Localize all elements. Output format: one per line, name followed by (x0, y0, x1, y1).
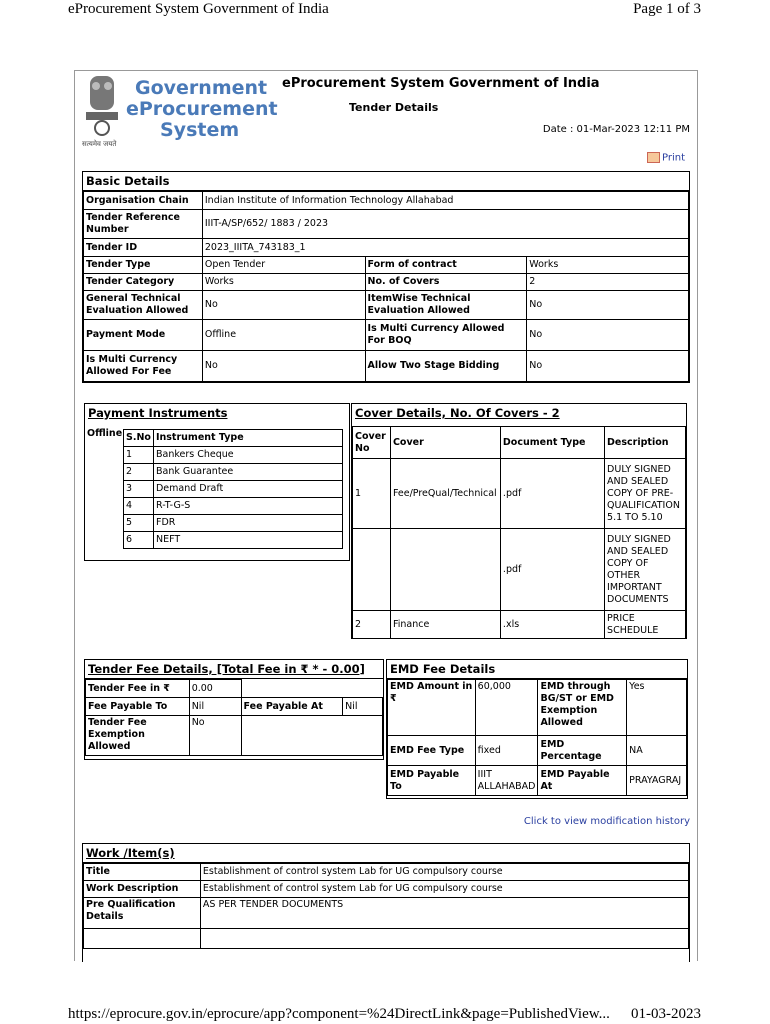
work-desc-value: Establishment of control system Lab for UG compulsory course (200, 881, 688, 898)
instrument-cell: Bank Guarantee (153, 464, 342, 481)
sno-cell: 3 (124, 481, 154, 498)
emd-percentage-label: EMD Percentage (538, 736, 627, 766)
sno-header: S.No (124, 430, 154, 447)
print-label: Print (661, 152, 685, 164)
emd-fee-section (386, 659, 688, 799)
tender-fee-title: Tender Fee Details, [Total Fee in ₹ * - 0.00] (85, 660, 383, 679)
emd-fee-table (387, 679, 687, 796)
cover-no-cell: 1 (353, 459, 391, 529)
printer-icon (647, 152, 660, 163)
table-row (124, 532, 343, 549)
emd-payable-at-label: EMD Payable At (538, 766, 627, 796)
org-chain-label: Organisation Chain (84, 192, 203, 210)
tender-type-label: Tender Type (84, 257, 203, 274)
instrument-cell: Bankers Cheque (153, 447, 342, 464)
instrument-cell: NEFT (153, 532, 342, 549)
doc-type-cell: .xls (500, 611, 604, 639)
payment-instruments-title: Payment Instruments (88, 406, 228, 420)
no-of-covers-value: 2 (527, 274, 689, 291)
description-cell: DULY SIGNED AND SEALED COPY OF OTHER IMPORTANT DOCUMENTS (605, 529, 686, 611)
cover-details-section (351, 403, 687, 639)
modification-history-link[interactable]: Click to view modification history (523, 816, 690, 827)
page-number: Page 1 of 3 (633, 1, 701, 17)
tender-ref-value: IIIT-A/SP/652/ 1883 / 2023 (202, 210, 688, 239)
gte-value: No (202, 291, 365, 320)
tender-ref-label: Tender Reference Number (84, 210, 203, 239)
cover-cell: Fee/PreQual/Technical (390, 459, 500, 529)
no-of-covers-label: No. of Covers (365, 274, 527, 291)
tender-fee-label: Tender Fee in ₹ (86, 680, 190, 698)
emd-payable-to-value: IIIT ALLAHABAD (475, 766, 538, 796)
basic-details-title: Basic Details (83, 172, 689, 191)
logo-line-system: System (160, 119, 240, 141)
fee-exemption-value: No (189, 716, 241, 756)
prequal-label: Pre Qualification Details (84, 898, 201, 929)
logo-line-eprocurement: eProcurement (126, 98, 278, 120)
cover-details-table (352, 426, 686, 639)
work-desc-label: Work Description (84, 881, 201, 898)
multi-boq-value: No (527, 320, 689, 351)
tender-id-value: 2023_IIITA_743183_1 (202, 239, 688, 257)
work-items-table (83, 863, 689, 949)
basic-details-section (82, 171, 690, 383)
payment-mode-label: Payment Mode (84, 320, 203, 351)
instrument-type-header: Instrument Type (153, 430, 342, 447)
instruments-table (123, 429, 343, 549)
table-row (124, 481, 343, 498)
tender-fee-section (84, 659, 384, 760)
doc-type-header: Document Type (500, 427, 604, 459)
table-row (124, 464, 343, 481)
instrument-cell: FDR (153, 515, 342, 532)
fee-payable-at-label: Fee Payable At (241, 698, 343, 716)
two-stage-label: Allow Two Stage Bidding (365, 351, 527, 382)
org-chain-value: Indian Institute of Information Technology Allahabad (202, 192, 688, 210)
work-items-title: Work /Item(s) (83, 844, 689, 863)
instrument-cell: R-T-G-S (153, 498, 342, 515)
itemwise-label: ItemWise Technical Evaluation Allowed (365, 291, 527, 320)
description-cell: DULY SIGNED AND SEALED COPY OF PRE-QUALIFICATION 5.1 TO 5.10 (605, 459, 686, 529)
sno-cell: 5 (124, 515, 154, 532)
emd-through-label: EMD through BG/ST or EMD Exemption Allowed (538, 680, 627, 736)
site-title: eProcurement System Government of India (282, 76, 600, 91)
itemwise-value: No (527, 291, 689, 320)
work-title-value: Establishment of control system Lab for UG compulsory course (200, 864, 688, 881)
description-header: Description (605, 427, 686, 459)
form-of-contract-value: Works (527, 257, 689, 274)
doc-type-cell: .pdf (500, 459, 604, 529)
print-button[interactable] (647, 152, 685, 164)
emd-percentage-value: NA (627, 736, 687, 766)
payment-instruments-section (84, 403, 350, 561)
logo-motto: सत्यमेव जयते (82, 140, 117, 148)
logo-line-government: Government (135, 77, 268, 99)
emd-through-value: Yes (627, 680, 687, 736)
page-header-title: eProcurement System Government of India (68, 1, 329, 17)
table-row (353, 459, 686, 529)
description-cell: PRICE SCHEDULE (605, 611, 686, 639)
payment-mode-value: Offline (202, 320, 365, 351)
page-url: https://eprocure.gov.in/eprocure/app?component=%24DirectLink&page=PublishedView... (68, 1006, 610, 1022)
multi-fee-label: Is Multi Currency Allowed For Fee (84, 351, 203, 382)
print-date: 01-03-2023 (631, 1006, 701, 1022)
emd-fee-title: EMD Fee Details (387, 660, 687, 679)
emd-amount-value: 60,000 (475, 680, 538, 736)
tender-fee-table (85, 679, 383, 756)
two-stage-value: No (527, 351, 689, 382)
fee-payable-to-label: Fee Payable To (86, 698, 190, 716)
sno-cell: 6 (124, 532, 154, 549)
cover-details-title: Cover Details, No. Of Covers - 2 (355, 406, 560, 420)
emd-type-value: fixed (475, 736, 538, 766)
cover-cell: Finance (390, 611, 500, 639)
fee-payable-at-value: Nil (343, 698, 383, 716)
form-of-contract-label: Form of contract (365, 257, 527, 274)
table-row (124, 447, 343, 464)
cover-no-cell (353, 529, 391, 611)
table-row (353, 611, 686, 639)
tender-id-label: Tender ID (84, 239, 203, 257)
tender-category-value: Works (202, 274, 365, 291)
table-row (124, 515, 343, 532)
emd-payable-to-label: EMD Payable To (388, 766, 476, 796)
cover-no-header: Cover No (353, 427, 391, 459)
multi-boq-label: Is Multi Currency Allowed For BOQ (365, 320, 527, 351)
sno-cell: 2 (124, 464, 154, 481)
sno-cell: 1 (124, 447, 154, 464)
cover-no-cell: 2 (353, 611, 391, 639)
tender-category-label: Tender Category (84, 274, 203, 291)
tender-fee-value: 0.00 (189, 680, 241, 698)
table-row (124, 498, 343, 515)
work-title-label: Title (84, 864, 201, 881)
multi-fee-value: No (202, 351, 365, 382)
emd-payable-at-value: PRAYAGRAJ (627, 766, 687, 796)
emd-amount-label: EMD Amount in ₹ (388, 680, 476, 736)
emd-type-label: EMD Fee Type (388, 736, 476, 766)
gte-label: General Technical Evaluation Allowed (84, 291, 203, 320)
fee-exemption-label: Tender Fee Exemption Allowed (86, 716, 190, 756)
offline-label: Offline (87, 428, 123, 439)
page-subtitle: Tender Details (349, 101, 439, 114)
emblem-icon (82, 72, 122, 138)
doc-type-cell: .pdf (500, 529, 604, 611)
report-date: Date : 01-Mar-2023 12:11 PM (542, 124, 690, 135)
prequal-value: AS PER TENDER DOCUMENTS (200, 898, 688, 929)
fee-payable-to-value: Nil (189, 698, 241, 716)
sno-cell: 4 (124, 498, 154, 515)
basic-details-table (83, 191, 689, 382)
cover-header: Cover (390, 427, 500, 459)
work-items-section (82, 843, 690, 962)
instrument-cell: Demand Draft (153, 481, 342, 498)
table-row (353, 529, 686, 611)
tender-type-value: Open Tender (202, 257, 365, 274)
cover-cell (390, 529, 500, 611)
